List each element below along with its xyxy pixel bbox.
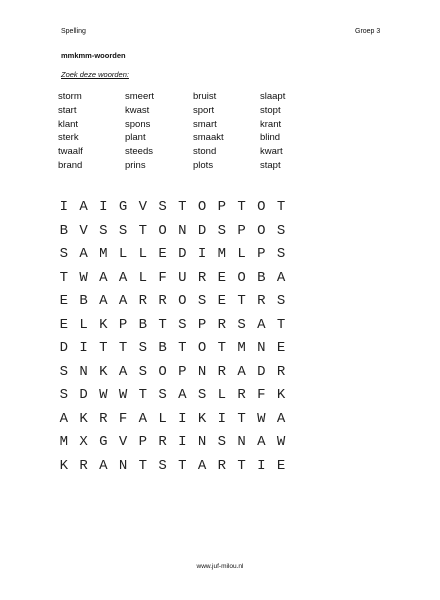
grid-letter: N bbox=[178, 222, 187, 239]
grid-letter: A bbox=[118, 363, 128, 380]
grid-letter: T bbox=[237, 293, 246, 309]
grid-letter: T bbox=[118, 340, 128, 356]
grid-letter: T bbox=[217, 340, 227, 356]
grid-letter: K bbox=[276, 387, 286, 403]
grid-letter: T bbox=[276, 316, 286, 333]
word-item: brand bbox=[58, 159, 83, 171]
grid-letter: A bbox=[257, 316, 266, 333]
footer-url: www.juf-milou.nl bbox=[196, 563, 244, 570]
grid-letter: T bbox=[138, 387, 148, 403]
grid-letter: A bbox=[118, 293, 128, 309]
grid-letter: I bbox=[99, 199, 108, 215]
grid-letter: O bbox=[197, 340, 207, 356]
grid-letter: A bbox=[118, 269, 128, 286]
grid-letter: P bbox=[178, 363, 187, 380]
grid-letter: N bbox=[118, 457, 128, 474]
grid-letter: F bbox=[158, 269, 167, 286]
grid-letter: R bbox=[257, 293, 266, 309]
grid-letter: S bbox=[158, 199, 167, 215]
grid-letter: A bbox=[79, 199, 88, 215]
grid-letter: R bbox=[138, 293, 148, 309]
grid-row bbox=[54, 314, 291, 338]
grid-letter: E bbox=[276, 457, 286, 474]
grid-letter: A bbox=[276, 269, 286, 286]
grid-letter: L bbox=[118, 246, 128, 262]
grid-letter: O bbox=[158, 363, 167, 380]
grid-letter: I bbox=[197, 246, 207, 262]
grid-letter: E bbox=[158, 246, 167, 262]
grid-letter: L bbox=[79, 316, 88, 333]
grid-letter: S bbox=[99, 222, 108, 239]
grid-letter: A bbox=[99, 269, 108, 286]
grid-letter: F bbox=[257, 387, 266, 403]
grid-letter: T bbox=[237, 199, 246, 215]
grid-letter: R bbox=[79, 457, 88, 474]
grid-letter: S bbox=[59, 387, 69, 403]
grid-letter: G bbox=[118, 199, 128, 215]
word-item: spons bbox=[125, 118, 151, 130]
grid-letter: A bbox=[178, 387, 187, 403]
word-search-grid bbox=[54, 196, 291, 478]
grid-letter: E bbox=[59, 316, 69, 333]
grid-letter: P bbox=[118, 316, 128, 333]
word-list-row bbox=[58, 145, 358, 159]
grid-letter: D bbox=[79, 387, 88, 403]
word-item: plots bbox=[193, 159, 214, 171]
grid-letter: E bbox=[276, 340, 286, 356]
grid-letter: D bbox=[197, 222, 207, 239]
grid-letter: T bbox=[276, 199, 286, 215]
grid-row bbox=[54, 455, 291, 479]
grid-letter: F bbox=[118, 410, 128, 427]
grid-letter: L bbox=[217, 387, 227, 403]
word-item: smaakt bbox=[193, 132, 224, 144]
word-item: sport bbox=[193, 104, 215, 116]
grid-letter: T bbox=[178, 199, 187, 215]
grid-row bbox=[54, 243, 291, 267]
grid-letter: O bbox=[178, 293, 187, 309]
word-item: kwast bbox=[125, 104, 150, 116]
grid-letter: B bbox=[257, 269, 266, 286]
grid-letter: T bbox=[237, 410, 246, 427]
grid-letter: B bbox=[158, 340, 167, 356]
grid-letter: T bbox=[59, 269, 69, 286]
grid-letter: I bbox=[257, 457, 266, 474]
grid-letter: M bbox=[59, 434, 69, 450]
grid-letter: S bbox=[118, 222, 128, 239]
grid-letter: N bbox=[197, 434, 207, 450]
grid-letter: W bbox=[99, 387, 108, 403]
grid-letter: K bbox=[197, 410, 207, 427]
grid-letter: K bbox=[59, 457, 69, 474]
word-item: stond bbox=[193, 146, 217, 158]
grid-letter: K bbox=[99, 316, 108, 333]
word-item: smeert bbox=[125, 91, 155, 102]
grid-letter: I bbox=[59, 199, 69, 215]
grid-letter: A bbox=[99, 293, 108, 309]
word-item: prins bbox=[125, 159, 146, 171]
word-item: start bbox=[58, 104, 77, 116]
grid-letter: S bbox=[158, 387, 167, 403]
grid-letter: A bbox=[257, 434, 266, 450]
grid-letter: S bbox=[276, 222, 286, 239]
grid-letter: L bbox=[158, 410, 167, 427]
grid-letter: L bbox=[237, 246, 246, 262]
grid-letter: V bbox=[79, 222, 88, 239]
grid-letter: A bbox=[276, 410, 286, 427]
grid-letter: K bbox=[79, 410, 88, 427]
word-item: steeds bbox=[125, 146, 153, 158]
grid-letter: S bbox=[217, 434, 227, 450]
grid-letter: R bbox=[217, 363, 227, 380]
word-item: smart bbox=[193, 118, 217, 130]
grid-letter: P bbox=[197, 316, 207, 333]
word-list-row bbox=[58, 118, 358, 132]
word-list-row bbox=[58, 104, 358, 118]
grid-letter: X bbox=[79, 434, 88, 450]
grid-letter: P bbox=[138, 434, 148, 450]
grid-letter: S bbox=[178, 316, 187, 333]
grid-letter: S bbox=[138, 363, 148, 380]
word-item: stopt bbox=[260, 104, 281, 116]
grid-letter: P bbox=[217, 199, 227, 215]
grid-letter: B bbox=[59, 222, 69, 239]
grid-row bbox=[54, 384, 291, 408]
grid-letter: A bbox=[197, 457, 207, 474]
worksheet-title: mmkmm-woorden bbox=[61, 51, 126, 60]
grid-letter: O bbox=[257, 222, 266, 239]
grid-letter: M bbox=[237, 340, 246, 356]
grid-letter: G bbox=[99, 434, 108, 450]
grid-letter: V bbox=[118, 434, 128, 450]
grid-letter: P bbox=[257, 246, 266, 262]
grid-letter: T bbox=[178, 457, 187, 474]
grid-letter: B bbox=[79, 293, 88, 309]
grid-letter: E bbox=[59, 293, 69, 309]
word-item: storm bbox=[58, 91, 82, 102]
grid-letter: N bbox=[257, 340, 266, 356]
word-item: bruist bbox=[193, 91, 217, 102]
grid-letter: N bbox=[197, 363, 207, 380]
grid-letter: P bbox=[237, 222, 246, 239]
grid-letter: T bbox=[99, 340, 108, 356]
subject-label: Spelling bbox=[61, 28, 86, 35]
grid-letter: S bbox=[59, 246, 69, 262]
word-list-row bbox=[58, 131, 358, 145]
grid-letter: L bbox=[138, 246, 148, 262]
grid-letter: U bbox=[178, 269, 187, 286]
grid-letter: A bbox=[59, 410, 69, 427]
grid-letter: S bbox=[276, 293, 286, 309]
word-item: plant bbox=[125, 132, 146, 144]
grid-row bbox=[54, 290, 291, 314]
grid-letter: A bbox=[79, 246, 88, 262]
grid-letter: T bbox=[138, 222, 148, 239]
grid-letter: W bbox=[79, 269, 88, 286]
grid-letter: S bbox=[197, 387, 207, 403]
grid-letter: T bbox=[158, 316, 167, 333]
grid-letter: E bbox=[217, 269, 227, 286]
word-item: slaapt bbox=[260, 91, 286, 102]
grid-letter: R bbox=[158, 434, 167, 450]
grid-letter: A bbox=[138, 410, 148, 427]
grid-letter: R bbox=[197, 269, 207, 286]
grid-letter: M bbox=[217, 246, 227, 262]
grid-letter: R bbox=[158, 293, 167, 309]
grid-letter: O bbox=[237, 269, 246, 286]
grid-letter: O bbox=[257, 199, 266, 215]
grid-letter: S bbox=[197, 293, 207, 309]
grid-letter: B bbox=[138, 316, 148, 333]
grid-letter: T bbox=[178, 340, 187, 356]
grid-letter: I bbox=[217, 410, 227, 427]
grid-letter: L bbox=[138, 269, 148, 286]
grid-letter: D bbox=[178, 246, 187, 262]
grid-row bbox=[54, 431, 291, 455]
word-item: kwart bbox=[260, 146, 283, 158]
grid-letter: R bbox=[237, 387, 246, 403]
word-item: blind bbox=[260, 132, 281, 144]
grid-letter: R bbox=[276, 363, 286, 380]
grid-letter: N bbox=[237, 434, 246, 450]
grid-letter: N bbox=[79, 363, 88, 380]
grid-letter: W bbox=[118, 387, 128, 403]
grid-letter: T bbox=[138, 457, 148, 474]
grid-row bbox=[54, 361, 291, 385]
grid-row bbox=[54, 220, 291, 244]
grid-letter: I bbox=[178, 410, 187, 427]
grid-letter: I bbox=[79, 340, 88, 356]
grid-row bbox=[54, 337, 291, 361]
grid-letter: S bbox=[59, 363, 69, 380]
grid-letter: R bbox=[217, 316, 227, 333]
word-item: klant bbox=[58, 118, 79, 130]
grid-letter: O bbox=[197, 199, 207, 215]
grid-letter: S bbox=[276, 246, 286, 262]
grid-letter: W bbox=[257, 410, 266, 427]
grid-letter: R bbox=[99, 410, 108, 427]
word-item: sterk bbox=[58, 132, 79, 144]
word-item: stapt bbox=[260, 159, 281, 171]
grid-letter: V bbox=[138, 199, 148, 215]
grid-row bbox=[54, 267, 291, 291]
grid-letter: T bbox=[237, 457, 246, 474]
word-list-row bbox=[58, 90, 358, 104]
group-label: Groep 3 bbox=[355, 28, 381, 35]
word-item: twaalf bbox=[58, 146, 83, 158]
grid-letter: R bbox=[217, 457, 227, 474]
grid-letter: K bbox=[99, 363, 108, 380]
grid-letter: A bbox=[237, 363, 246, 380]
word-item: krant bbox=[260, 118, 282, 130]
grid-letter: D bbox=[59, 340, 69, 356]
grid-letter: E bbox=[217, 293, 227, 309]
grid-letter: W bbox=[276, 434, 286, 450]
grid-letter: S bbox=[138, 340, 148, 356]
grid-letter: O bbox=[158, 222, 167, 239]
grid-letter: S bbox=[217, 222, 227, 239]
grid-letter: S bbox=[237, 316, 246, 333]
word-list bbox=[58, 90, 358, 173]
grid-letter: D bbox=[257, 363, 266, 380]
grid-letter: S bbox=[158, 457, 167, 474]
grid-row bbox=[54, 408, 291, 432]
word-list-row bbox=[58, 159, 358, 173]
grid-letter: I bbox=[178, 434, 187, 450]
grid-letter: M bbox=[99, 246, 108, 262]
grid-letter: A bbox=[99, 457, 108, 474]
grid-row bbox=[54, 196, 291, 220]
instruction-text: Zoek deze woorden: bbox=[61, 70, 129, 79]
